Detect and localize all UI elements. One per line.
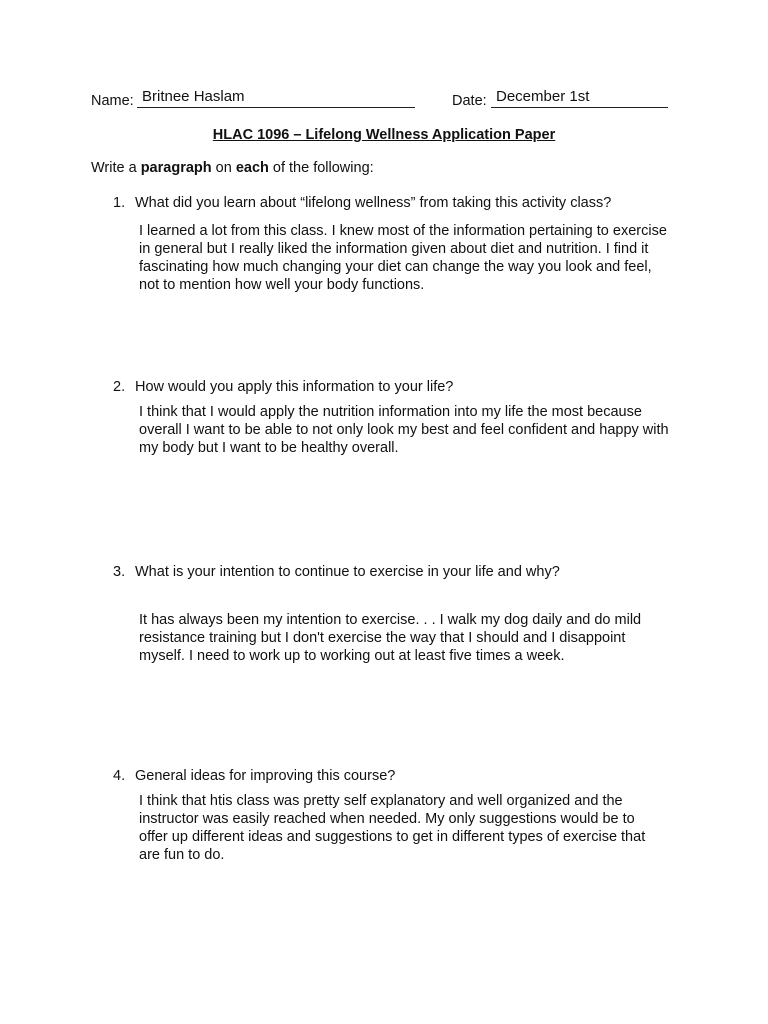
question-text: General ideas for improving this course?	[135, 768, 396, 784]
answer-4	[139, 792, 699, 864]
question-text: What is your intention to continue to exercise in your life and why?	[135, 564, 560, 580]
answer-line: not to mention how well your body functions.	[139, 277, 425, 293]
date-value: December 1st	[496, 88, 590, 105]
instructions	[91, 160, 374, 176]
answer-line: offer up different ideas and suggestions to get in different types of exercise that	[139, 829, 646, 845]
instructions-bold-each: each	[235, 160, 269, 176]
answer-line: I think that I would apply the nutrition information into my life the most because	[139, 404, 642, 420]
question-number: 3.	[113, 564, 126, 580]
question-text: How would you apply this information to your life?	[135, 379, 454, 395]
date-label: Date:	[452, 93, 487, 109]
instructions-prefix: Write a	[91, 160, 141, 176]
answer-line: fascinating how much changing your diet can change the way you look and feel,	[139, 259, 652, 275]
answer-line: my body but I want to be healthy overall.	[139, 440, 399, 456]
question-1	[113, 195, 611, 211]
question-number: 2.	[113, 379, 126, 395]
date-underline	[491, 107, 668, 108]
answer-2	[139, 403, 699, 457]
page-title: HLAC 1096 – Lifelong Wellness Application Paper	[212, 127, 556, 143]
name-value: Britnee Haslam	[142, 88, 245, 105]
instructions-mid: on	[211, 160, 236, 176]
question-text: What did you learn about “lifelong wellness” from taking this activity class?	[135, 195, 612, 211]
answer-line: I learned a lot from this class. I knew most of the information pertaining to exercise	[139, 223, 667, 239]
answer-line: resistance training but I don't exercise the way that I should and I disappoint	[139, 630, 626, 646]
answer-line: It has always been my intention to exercise. . . I walk my dog daily and do mild	[139, 612, 642, 628]
answer-line: myself. I need to work up to working out at least five times a week.	[139, 648, 565, 664]
answer-line: I think that htis class was pretty self explanatory and well organized and the	[139, 793, 623, 809]
instructions-suffix: of the following:	[268, 160, 374, 176]
answer-line: are fun to do.	[139, 847, 225, 863]
name-underline	[137, 107, 415, 108]
instructions-bold-paragraph: paragraph	[140, 160, 212, 176]
answer-line: in general but I really liked the information given about diet and nutrition. I find it	[139, 241, 649, 257]
answer-1	[139, 222, 699, 294]
question-4	[113, 768, 395, 784]
question-number: 4.	[113, 768, 126, 784]
question-3	[113, 564, 560, 580]
answer-line: overall I want to be able to not only look my best and feel confident and happy with	[139, 422, 669, 438]
answer-line: instructor was easily reached when needed. My only suggestions would be to	[139, 811, 635, 827]
question-2	[113, 379, 453, 395]
answer-3	[139, 611, 699, 665]
name-label: Name:	[91, 93, 134, 109]
question-number: 1.	[113, 195, 126, 211]
